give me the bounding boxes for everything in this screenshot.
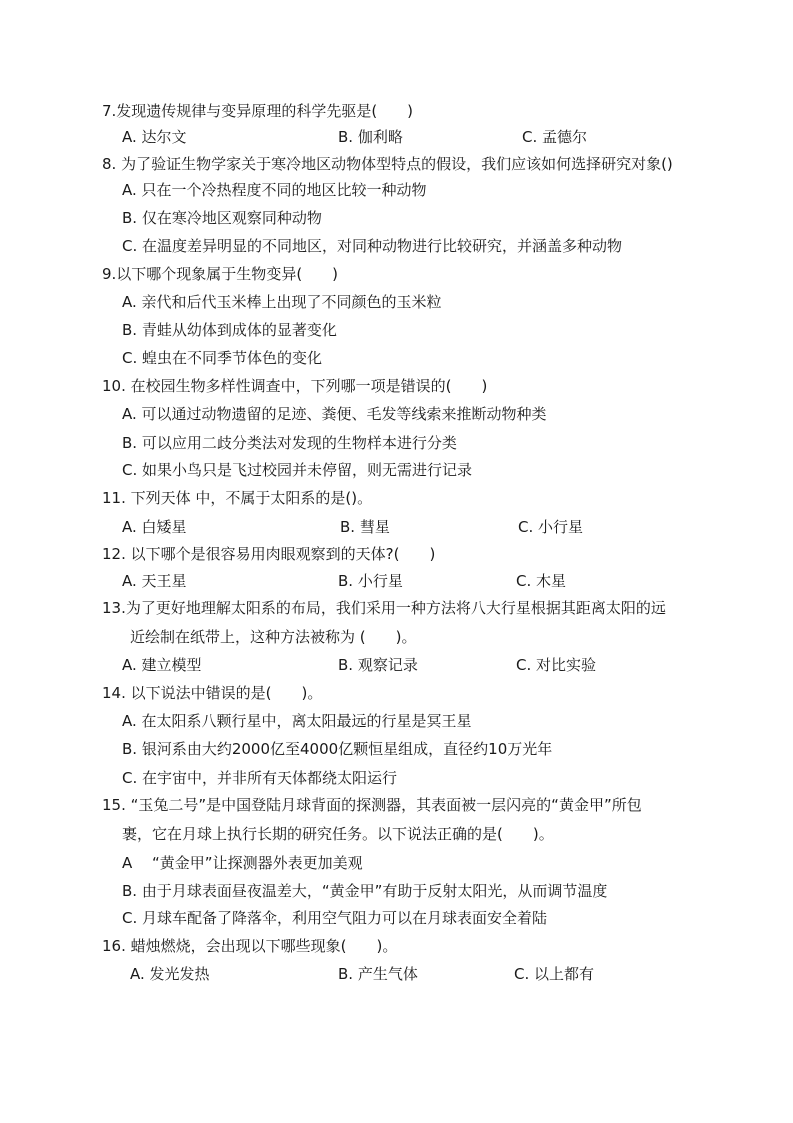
question-10-option-c: C. 如果小鸟只是飞过校园并未停留，则无需进行记录 xyxy=(122,461,473,479)
question-16-option-c: C. 以上都有 xyxy=(514,965,595,983)
question-14-option-c: C. 在宇宙中，并非所有天体都绕太阳运行 xyxy=(122,769,398,787)
question-9-option-b: B. 青蛙从幼体到成体的显著变化 xyxy=(122,321,337,339)
question-12-stem: 12. 以下哪个是很容易用肉眼观察到的天体?( ) xyxy=(102,545,436,563)
question-15-option-c: C. 月球车配备了降落伞，利用空气阻力可以在月球表面安全着陆 xyxy=(122,909,548,927)
question-13-option-c: C. 对比实验 xyxy=(516,656,597,674)
question-9-option-a: A. 亲代和后代玉米棒上出现了不同颜色的玉米粒 xyxy=(122,293,442,311)
question-14-option-a: A. 在太阳系八颗行星中，离太阳最远的行星是冥王星 xyxy=(122,712,472,730)
question-9-stem: 9.以下哪个现象属于生物变异( ) xyxy=(102,265,339,283)
question-15-option-a: A “黄金甲”让探测器外表更加美观 xyxy=(122,854,363,872)
question-7-stem: 7.发现遗传规律与变异原理的科学先驱是( ) xyxy=(102,102,414,120)
question-9-option-c: C. 蝗虫在不同季节体色的变化 xyxy=(122,349,323,367)
question-10-stem: 10. 在校园生物多样性调查中，下列哪一项是错误的( ) xyxy=(102,377,488,395)
question-13-option-b: B. 观察记录 xyxy=(338,656,418,674)
question-12-option-c: C. 木星 xyxy=(516,572,567,590)
question-12-option-a: A. 天王星 xyxy=(122,572,187,590)
question-13-stem: 13.为了更好地理解太阳系的布局，我们采用一种方法将八大行星根据其距离太阳的远 xyxy=(102,599,666,617)
question-15-stem-continued: 裹，它在月球上执行长期的研究任务。以下说法正确的是( )。 xyxy=(122,825,554,843)
question-11-stem: 11. 下列天体 中，不属于太阳系的是()。 xyxy=(102,489,373,507)
question-16-option-b: B. 产生气体 xyxy=(338,965,418,983)
question-7-option-c: C. 孟德尔 xyxy=(522,128,588,146)
question-7-option-b: B. 伽利略 xyxy=(338,128,403,146)
question-15-option-b: B. 由于月球表面昼夜温差大，“黄金甲”有助于反射太阳光，从而调节温度 xyxy=(122,882,608,900)
question-11-option-a: A. 白矮星 xyxy=(122,518,187,536)
question-10-option-a: A. 可以通过动物遗留的足迹、粪便、毛发等线索来推断动物种类 xyxy=(122,405,547,423)
question-15-stem: 15. “玉兔二号”是中国登陆月球背面的探测器，其表面被一层闪亮的“黄金甲”所包 xyxy=(102,796,642,814)
question-12-option-b: B. 小行星 xyxy=(338,572,403,590)
question-8-option-a: A. 只在一个冷热程度不同的地区比较一种动物 xyxy=(122,181,427,199)
question-7-option-a: A. 达尔文 xyxy=(122,128,187,146)
question-11-option-b: B. 彗星 xyxy=(340,518,390,536)
question-8-option-c: C. 在温度差异明显的不同地区，对同种动物进行比较研究，并涵盖多种动物 xyxy=(122,237,623,255)
question-16-option-a: A. 发光发热 xyxy=(130,965,210,983)
question-16-stem: 16. 蜡烛燃烧，会出现以下哪些现象( )。 xyxy=(102,937,398,955)
question-8-option-b: B. 仅在寒冷地区观察同种动物 xyxy=(122,209,322,227)
question-10-option-b: B. 可以应用二歧分类法对发现的生物样本进行分类 xyxy=(122,434,457,452)
question-13-stem-continued: 近绘制在纸带上，这种方法被称为 ( )。 xyxy=(130,628,417,646)
question-14-stem: 14. 以下说法中错误的是( )。 xyxy=(102,684,323,702)
question-14-option-b: B. 银河系由大约2000亿至4000亿颗恒星组成，直径约10万光年 xyxy=(122,740,553,758)
question-8-stem: 8. 为了验证生物学家关于寒冷地区动物体型特点的假设，我们应该如何选择研究对象() xyxy=(102,155,673,173)
question-11-option-c: C. 小行星 xyxy=(518,518,584,536)
question-13-option-a: A. 建立模型 xyxy=(122,656,202,674)
